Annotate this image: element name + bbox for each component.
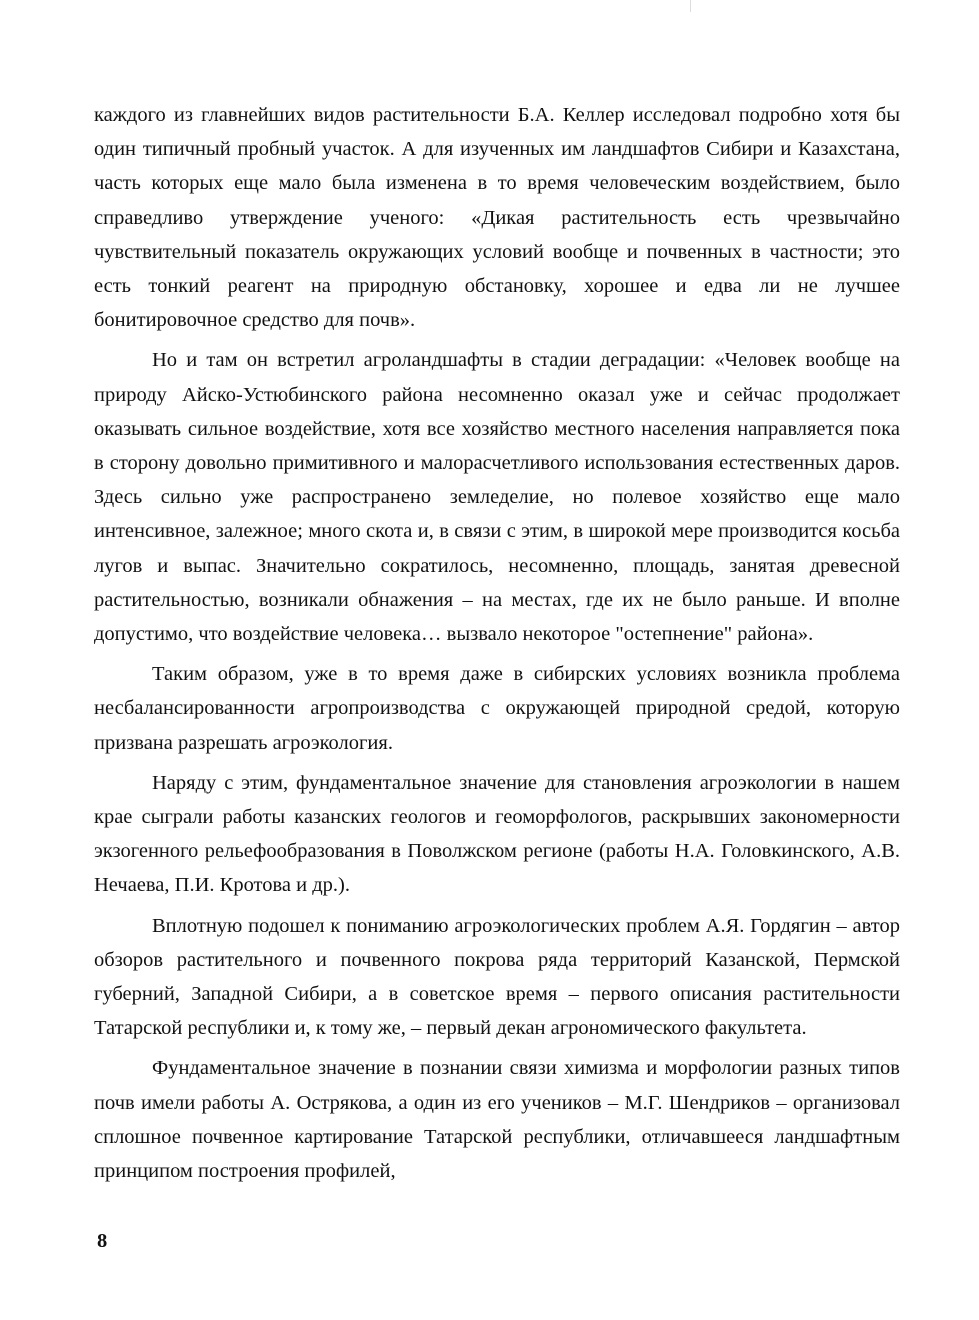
page-number: 8 [97, 1230, 108, 1252]
paragraph: Вплотную подошел к пониманию агроэкологических проблем А.Я. Гордягин – автор обзоров растительного и почвенного покрова ряда территорий Казанской, Пермской губерний, Западной Сибири, а в советское время – первого описания растительности Татарской республики и, к тому же, – первый декан агрономического факультета. [94, 914, 900, 1040]
paragraph: Наряду с этим, фундаментальное значение для становления агроэкологии в нашем крае сыграли работы казанских геологов и геоморфологов, раскрывших закономерности экзогенного рельефообразования в Поволжском регионе (работы Н.А. Головкинского, А.В. Нечаева, П.И. Кротова и др.). [94, 771, 900, 897]
scan-artifact [690, 0, 691, 12]
body-text [94, 98, 900, 1194]
paragraph: Но и там он встретил агроландшафты в стадии деградации: «Человек вообще на природу Айско-Устюбинского района несомненно оказал уже и сейчас продолжает оказывать сильное воздействие, хотя все хозяйство местного населения направляется пока в сторону довольно примитивного и малорасчетливого использования естественных даров. Здесь сильно уже распространено земледелие, но полевое хозяйство еще мало интенсивное, залежное; много скота и, в связи с этим, в широкой мере производится косьба лугов и выпас. Значительно сократилось, несомненно, площадь, занятая древесной растительностью, возникали обнажения – на местах, где их не было раньше. И вполне допустимо, что воздействие человека… вызвало некоторое "остепнение" района». [94, 349, 900, 646]
paragraph: Таким образом, уже в то время даже в сибирских условиях возникла проблема несбалансированности агропроизводства с окружающей природной средой, которую призвана разрешать агроэкология. [94, 663, 900, 754]
paragraph: Фундаментальное значение в познании связи химизма и морфологии разных типов почв имели работы А. Острякова, а один из его учеников – М.Г. Шендриков – организовал сплошное почвенное картирование Татарской республики, отличавшееся ландшафтным принципом построения профилей, [94, 1057, 900, 1183]
paragraph: каждого из главнейших видов растительности Б.А. Келлер исследовал подробно хотя бы один типичный пробный участок. А для изученных им ландшафтов Сибири и Казахстана, часть которых еще мало была изменена в то время человеческим воздействием, было справедливо утверждение ученого: «Дикая растительность есть чрезвычайно чувствительный показатель окружающих условий вообще и почвенных в частности; это есть тонкий реагент на природную обстановку, хорошее и едва ли не лучшее бонитировочное средство для почв». [94, 104, 900, 332]
